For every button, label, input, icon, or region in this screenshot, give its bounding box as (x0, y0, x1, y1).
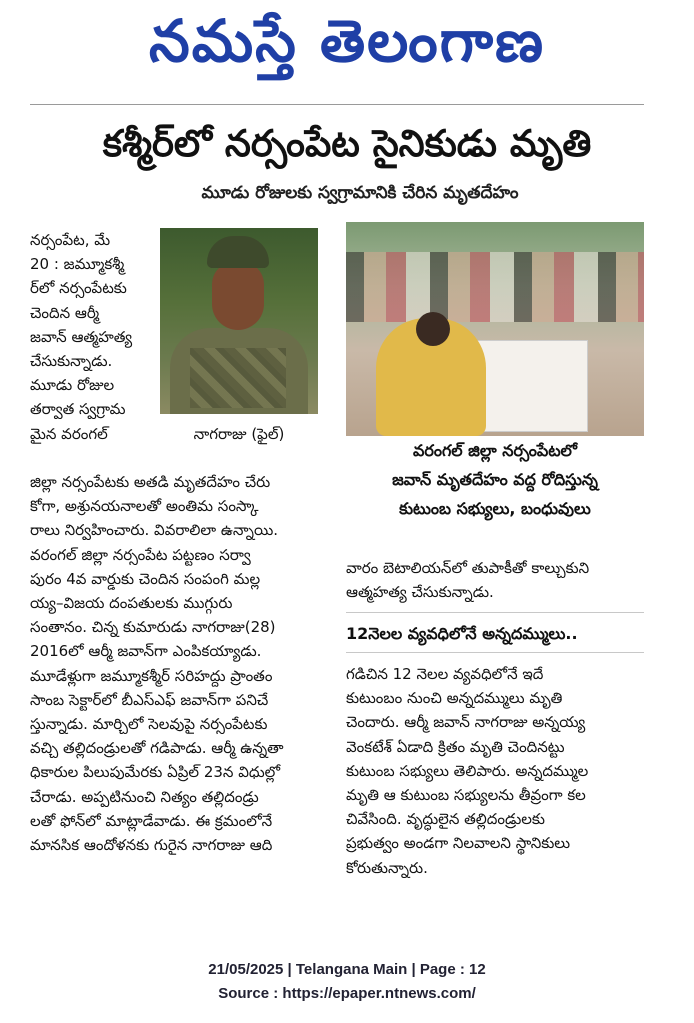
article-text-line: మూడు రోజుల (30, 376, 115, 395)
article-text-line: చెందిన ఆర్మీ (30, 303, 100, 322)
article-text-line: సంతానం. చిన్న కుమారుడు నాగరాజు(28) (30, 618, 276, 637)
article-text-line: కుటుంబ సభ్యులు తెలిపారు. అన్నదమ్ముల (346, 761, 589, 780)
soldier-photo-caption: నాగరాజు (ఫైల్) (193, 425, 285, 443)
article-text-line: సాంబ సెక్టార్‌లో బీఎస్ఎఫ్ జవాన్‌గా పనిచే (30, 690, 269, 709)
article-text-line: పురం 4వ వార్డుకు చెందిన సంపంగి మల్ల (30, 569, 261, 588)
caption-line: వరంగల్ జిల్లా నర్సంపేటలో (412, 441, 578, 460)
footer-date-page: 21/05/2025 | Telangana Main | Page : 12 (208, 961, 486, 978)
caption-line: కుటుంబ సభ్యులు, బంధువులు (399, 499, 591, 518)
article-text-line: ర్‌లో నర్సంపేటకు (30, 279, 127, 298)
column-divider (346, 652, 644, 653)
article-text-line: మృతి ఆ కుటుంబ సభ్యులను తీవ్రంగా కల (346, 786, 586, 805)
article-text-line: మూడేళ్లుగా జమ్మూకశ్మీర్ సరిహద్దు ప్రాంతం (30, 666, 273, 685)
article-column-right-top (346, 556, 644, 604)
article-column-left-top (30, 228, 154, 446)
article-text-line: వరంగల్ జిల్లా నర్సంపేట పట్టణం సర్వా (30, 545, 251, 564)
footer-source: Source : https://epaper.ntnews.com/ (218, 985, 476, 1002)
caption-line: జవాన్ మృతదేహం వద్ద రోదిస్తున్న (392, 470, 598, 489)
article-text-line: స్తున్నాడు. మార్చిలో సెలవుపై నర్సంపేటకు (30, 715, 268, 734)
article-text-line: య్య–విజయ దంపతులకు ముగ్గురు (30, 594, 233, 613)
column-divider (346, 612, 644, 613)
article-text-line: చేసుకున్నాడు. (30, 352, 113, 371)
mourning-family-photo (346, 222, 644, 436)
article-column-left-bottom (30, 470, 316, 857)
article-text-line: రాలు నిర్వహించారు. వివరాలిలా ఉన్నాయి. (30, 521, 279, 540)
article-text-line: తర్వాత స్వగ్రామ (30, 400, 126, 419)
masthead-divider (30, 104, 644, 105)
article-text-line: చివేసింది. వృద్ధులైన తల్లిదండ్రులకు (346, 810, 545, 829)
article-text-line: జిల్లా నర్సంపేటకు అతడి మృతదేహం చేరు (30, 473, 271, 491)
article-text-line: వచ్చి తల్లిదండ్రులతో గడిపాడు. ఆర్మీ ఉన్నతా (30, 739, 284, 758)
mourning-photo-caption (346, 436, 644, 523)
article-text-line: లతో ఫోన్‌లో మాట్లాడేవాడు. ఈ క్రమంలోనే (30, 811, 273, 830)
article-text-line: కోగా, అశ్రునయనాలతో అంతిమ సంస్కా (30, 497, 259, 516)
article-text-line: ధికారుల పిలుపుమేరకు ఏప్రిల్ 23న విధుల్లో (30, 763, 281, 782)
article-text-line: మానసిక ఆందోళనకు గురైన నాగరాజు ఆది (30, 836, 273, 855)
article-subheadline: మూడు రోజులకు స్వగ్రామానికి చేరిన మృతదేహం (201, 183, 519, 203)
article-text-line: వారం బెటాలియన్‌లో తుపాకీతో కాల్చుకుని (346, 559, 590, 577)
article-text-line: ప్రభుత్వం అండగా నిలవాలని స్థానికులు (346, 834, 571, 853)
article-text-line: కుటుంబం నుంచి అన్నదమ్ములు మృతి (346, 689, 563, 708)
article-text-line: ఆత్మహత్య చేసుకున్నాడు. (346, 583, 494, 602)
soldier-photo (160, 228, 318, 414)
article-text-line: కోరుతున్నారు. (346, 858, 428, 877)
article-text-line: చెందారు. ఆర్మీ జవాన్ నాగరాజు అన్నయ్య (346, 713, 586, 732)
article-text-line: 20 : జమ్మూకశ్మీ (30, 255, 125, 274)
masthead-title: నమస్తే తెలంగాణ (149, 7, 545, 75)
article-text-line: చేరాడు. అప్పటినుంచి నిత్యం తల్లిదండ్రు (30, 787, 259, 806)
article-headline: కశ్మీర్‌లో నర్సంపేట సైనికుడు మృతి (102, 122, 592, 165)
article-text-line: జవాన్ ఆత్మహత్య (30, 327, 133, 346)
article-column-right-bottom (346, 662, 644, 880)
article-text-line: వెంకటేశ్ ఏడాది క్రితం మృతి చెందినట్టు (346, 737, 565, 756)
article-text-line: నర్సంపేట, మే (30, 231, 111, 249)
article-text-line: 2016లో ఆర్మీ జవాన్‌గా ఎంపికయ్యాడు. (30, 642, 262, 661)
article-text-line: గడిచిన 12 నెలల వ్యవధిలోనే ఇదే (346, 665, 544, 683)
section-subheading: 12నెలల వ్యవధిలోనే అన్నదమ్ములు.. (346, 624, 578, 643)
article-text-line: మైన వరంగల్ (30, 424, 108, 443)
